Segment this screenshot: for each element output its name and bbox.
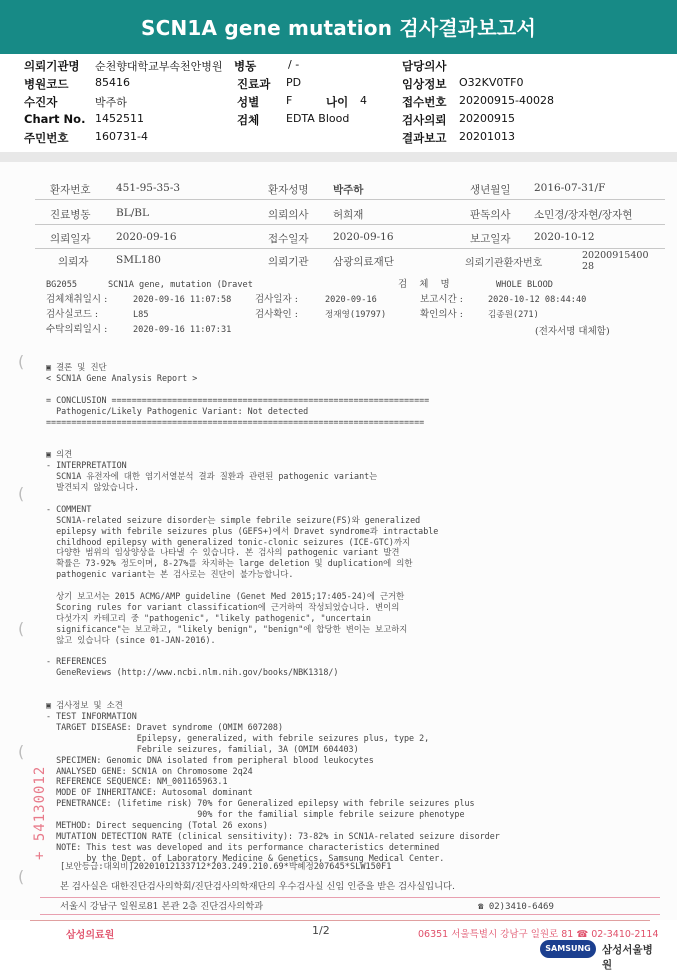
lab-telephone: ☎ 02)3410-6469 xyxy=(478,902,554,912)
scan-label-patient-id: 환자번호 xyxy=(50,184,91,196)
info-row-3 xyxy=(0,94,677,112)
value-result-report: 20201013 xyxy=(459,130,515,143)
scan-label-patient-name: 환자성명 xyxy=(268,184,309,196)
label-specimen-name: 검 체 명 xyxy=(398,279,450,290)
info-row-2 xyxy=(0,76,677,94)
label-specimen: 검체 xyxy=(237,113,260,127)
label-confirming-physician: 확인의사 : xyxy=(420,309,463,320)
value-age: 4 xyxy=(360,94,367,107)
label-test-request: 검사의뢰 xyxy=(402,113,447,127)
scan-value-birthdate: 2016-07-31/F xyxy=(534,182,606,194)
section-separator xyxy=(0,152,677,162)
label-resident-number: 주민번호 xyxy=(24,131,69,145)
page-footer xyxy=(0,920,677,971)
label-chart-no: Chart No. xyxy=(24,112,86,126)
label-test-date: 검사일자 : xyxy=(255,294,298,305)
scanned-report xyxy=(0,162,677,920)
scan-label-report-date: 보고일자 xyxy=(470,233,511,245)
value-commission-time: 2020-09-16 11:07:31 xyxy=(133,325,232,335)
label-ward: 병동 xyxy=(234,59,257,73)
divider-line xyxy=(40,914,660,915)
page-number: 1/2 xyxy=(312,924,330,937)
scan-label-institution-patient-no: 의뢰기관환자번호 xyxy=(465,258,543,269)
lab-address: 서울시 강남구 일원로81 본관 2층 진단검사의학과 xyxy=(60,901,264,912)
hospital-name: 삼성서울병원 xyxy=(602,944,653,971)
value-hospital-code: 85416 xyxy=(95,76,130,89)
value-clinical-info: O32KV0TF0 xyxy=(459,76,524,89)
value-resident-number: 160731-4 xyxy=(95,130,148,143)
value-test-date: 2020-09-16 xyxy=(325,295,377,305)
scan-value-report-date: 2020-10-12 xyxy=(534,231,595,243)
value-specimen-name: WHOLE BLOOD xyxy=(496,280,553,290)
scan-value-request-date: 2020-09-16 xyxy=(116,231,177,243)
punch-hole-mark: ( xyxy=(18,619,25,638)
scan-label-receipt-date: 접수일자 xyxy=(268,233,309,245)
value-requesting-institution: 순천향대학교부속천안병원 xyxy=(95,60,223,73)
value-sex: F xyxy=(286,94,293,107)
scan-table-divider xyxy=(35,248,665,249)
info-row-4 xyxy=(0,112,677,130)
value-collection-time: 2020-09-16 11:07:58 xyxy=(133,295,232,305)
report-title: SCN1A gene mutation 검사결과보고서 xyxy=(141,16,536,40)
security-line: [보안등급:대외비]20201012133712*203.249.210.69*박혜정207645*SLW150F1 xyxy=(60,862,392,872)
value-chart-no: 1452511 xyxy=(95,112,144,125)
info-row-5 xyxy=(0,130,677,148)
footer-address: 06351 서울특별시 강남구 일원로 81 ☎ 02-3410-2114 xyxy=(418,929,659,940)
label-result-report: 결과보고 xyxy=(402,131,447,145)
scan-label-request-date: 의뢰일자 xyxy=(50,233,91,245)
punch-hole-mark: ( xyxy=(18,867,25,886)
order-info-panel xyxy=(0,54,677,152)
scan-label-referring-physician: 의뢰의사 xyxy=(268,209,309,221)
value-report-time: 2020-10-12 08:44:40 xyxy=(488,295,587,305)
scan-label-ward: 진료병동 xyxy=(50,209,91,221)
test-code: BG2055 xyxy=(46,280,78,290)
info-row-1 xyxy=(0,58,677,76)
label-attending-physician: 담당의사 xyxy=(402,59,447,73)
label-requesting-institution: 의뢰기관명 xyxy=(24,59,80,73)
label-accession-number: 접수번호 xyxy=(402,95,447,109)
punch-hole-mark: ( xyxy=(18,742,25,761)
scan-value-patient-id: 451-95-35-3 xyxy=(116,182,181,194)
footer-divider xyxy=(30,920,650,921)
scan-value-institution-patient-no: 2020091540028 xyxy=(582,250,649,272)
label-commission-time: 수탁의뢰일시 : xyxy=(46,324,108,335)
scan-label-requester: 의뢰자 xyxy=(58,256,89,268)
label-lab-code: 검사실코드 : xyxy=(46,309,99,320)
barcode-stamp-number: + 54130012 xyxy=(32,765,48,860)
value-test-confirm: 정재영(19797) xyxy=(325,310,387,320)
scan-value-requesting-institution: 삼광의료재단 xyxy=(333,256,394,268)
label-hospital-code: 병원코드 xyxy=(24,77,69,91)
value-test-request: 20200915 xyxy=(459,112,515,125)
value-confirming-physician: 김종원(271) xyxy=(488,310,539,320)
scan-table-divider xyxy=(35,199,665,200)
label-department: 진료과 xyxy=(237,77,271,91)
electronic-signature-note: (전자서명 대체함) xyxy=(535,326,610,337)
scan-label-requesting-institution: 의뢰기관 xyxy=(268,256,309,268)
scan-value-requester: SML180 xyxy=(116,254,161,266)
scan-value-receipt-date: 2020-09-16 xyxy=(333,231,394,243)
value-patient: 박주하 xyxy=(95,96,127,109)
value-ward: / - xyxy=(288,58,300,71)
value-specimen: EDTA Blood xyxy=(286,112,350,125)
samsung-logo-icon: SAMSUNG xyxy=(540,940,596,958)
hospital-logo xyxy=(540,940,662,971)
label-test-confirm: 검사확인 : xyxy=(255,309,298,320)
punch-hole-mark: ( xyxy=(18,484,25,503)
scan-value-ward: BL/BL xyxy=(116,207,149,219)
test-name: SCN1A gene, mutation (Dravet xyxy=(108,280,253,290)
value-department: PD xyxy=(286,76,302,89)
value-lab-code: L85 xyxy=(133,310,149,320)
label-sex: 성별 xyxy=(237,95,260,109)
label-clinical-info: 임상정보 xyxy=(402,77,447,91)
scan-value-reading-physician: 소민경/장자현/장자현 xyxy=(534,209,633,221)
label-patient: 수진자 xyxy=(24,95,58,109)
label-collection-time: 검체채취일시 : xyxy=(46,294,108,305)
divider-line xyxy=(40,897,660,898)
certification-text: 본 검사실은 대한진단검사의학회/진단검사의학재단의 우수검사실 신임 인증을 받은 검사실입니다. xyxy=(60,881,455,892)
footer-org-name: 삼성의료원 xyxy=(66,930,115,941)
value-accession-number: 20200915-40028 xyxy=(459,94,554,107)
scan-label-birthdate: 생년월일 xyxy=(470,184,511,196)
label-report-time: 보고시간 : xyxy=(420,294,463,305)
report-body-text: ▣ 결론 및 진단 < SCN1A Gene Analysis Report > = CONCLUSION =============================================================== Pathogenic/Likely Pathogenic Variant: Not detected =========================================================================== ▣ 의견 - INTERPRETATION SCN1A 유전자에 대한 염기서열분석 결과 질환과 관련된 pathogenic variant는 발견되지 않았습니다. - COMMENT SCN1A-related seizure disorder는 simple febrile seizure(FS)와 generalized epilepsy with febrile seizures plus (GEFS+)에서 Dravet syndrome과 intractable childhood epilepsy with generalized tonic-clonic seizures (ICE-GTC)까지 다양한 범위의 임상양상을 나타낼 수 있습니다. 본 검사의 pathogenic variant 발견 확률은 73-92% 정도이며, 8-27%를 차지하는 large deletion 및 duplication에 의한 pathogenic variant는 본 검사로는 진단이 불가능합니다. 상기 보고서는 2015 ACMG/AMP guideline (Genet Med 2015;17:405-24)에 근거한 Scoring rules for variant classification에 근거하여 작성되었습니다. 변이의 다섯가지 카테고리 중 "pathogenic", "likely pathogenic", "uncertain significance"는 보고하고, "likely benign", "benign"에 합당한 변이는 보고하지 않고 있습니다 (since 01-JAN-2016). - REFERENCES GeneReviews (http://www.ncbi.nlm.nih.gov/books/NBK1318/) ▣ 검사정보 및 소견 - TEST INFORMATION TARGET DISEASE: Dravet syndrome (OMIM 607208) Epilepsy, generalized, with febrile seizures plus, type 2, Febrile seizures, familial, 3A (OMIM 604403) SPECIMEN: Genomic DNA isolated from peripheral blood leukocytes ANALYSED GENE: SCN1A on Chromosome 2q24 REFERENCE SEQUENCE: NM_001165963.1 MODE OF INHERITANCE: Autosomal dominant PENETRANCE: (lifetime risk) 70% for Generalized epilepsy with febrile seizures plus 90% for the familial simple febrile seizure phenotype METHOD: Direct sequencing (Total 26 exons) MUTATION DETECTION RATE (clinical sensitivity): 73-82% in SCN1A-related seizure disorder NOTE: This test was developed and its performance characteristics determined by the Dept. of Laboratory Medicine & Genetics, Samsung Medical Center. xyxy=(46,362,500,863)
punch-hole-mark: ( xyxy=(18,352,25,371)
label-age: 나이 xyxy=(326,95,349,109)
scan-table-divider xyxy=(35,224,665,225)
scan-value-referring-physician: 허희재 xyxy=(333,209,364,221)
scan-label-reading-physician: 판독의사 xyxy=(470,209,511,221)
scan-value-patient-name: 박주하 xyxy=(333,184,364,196)
report-header xyxy=(0,0,677,54)
